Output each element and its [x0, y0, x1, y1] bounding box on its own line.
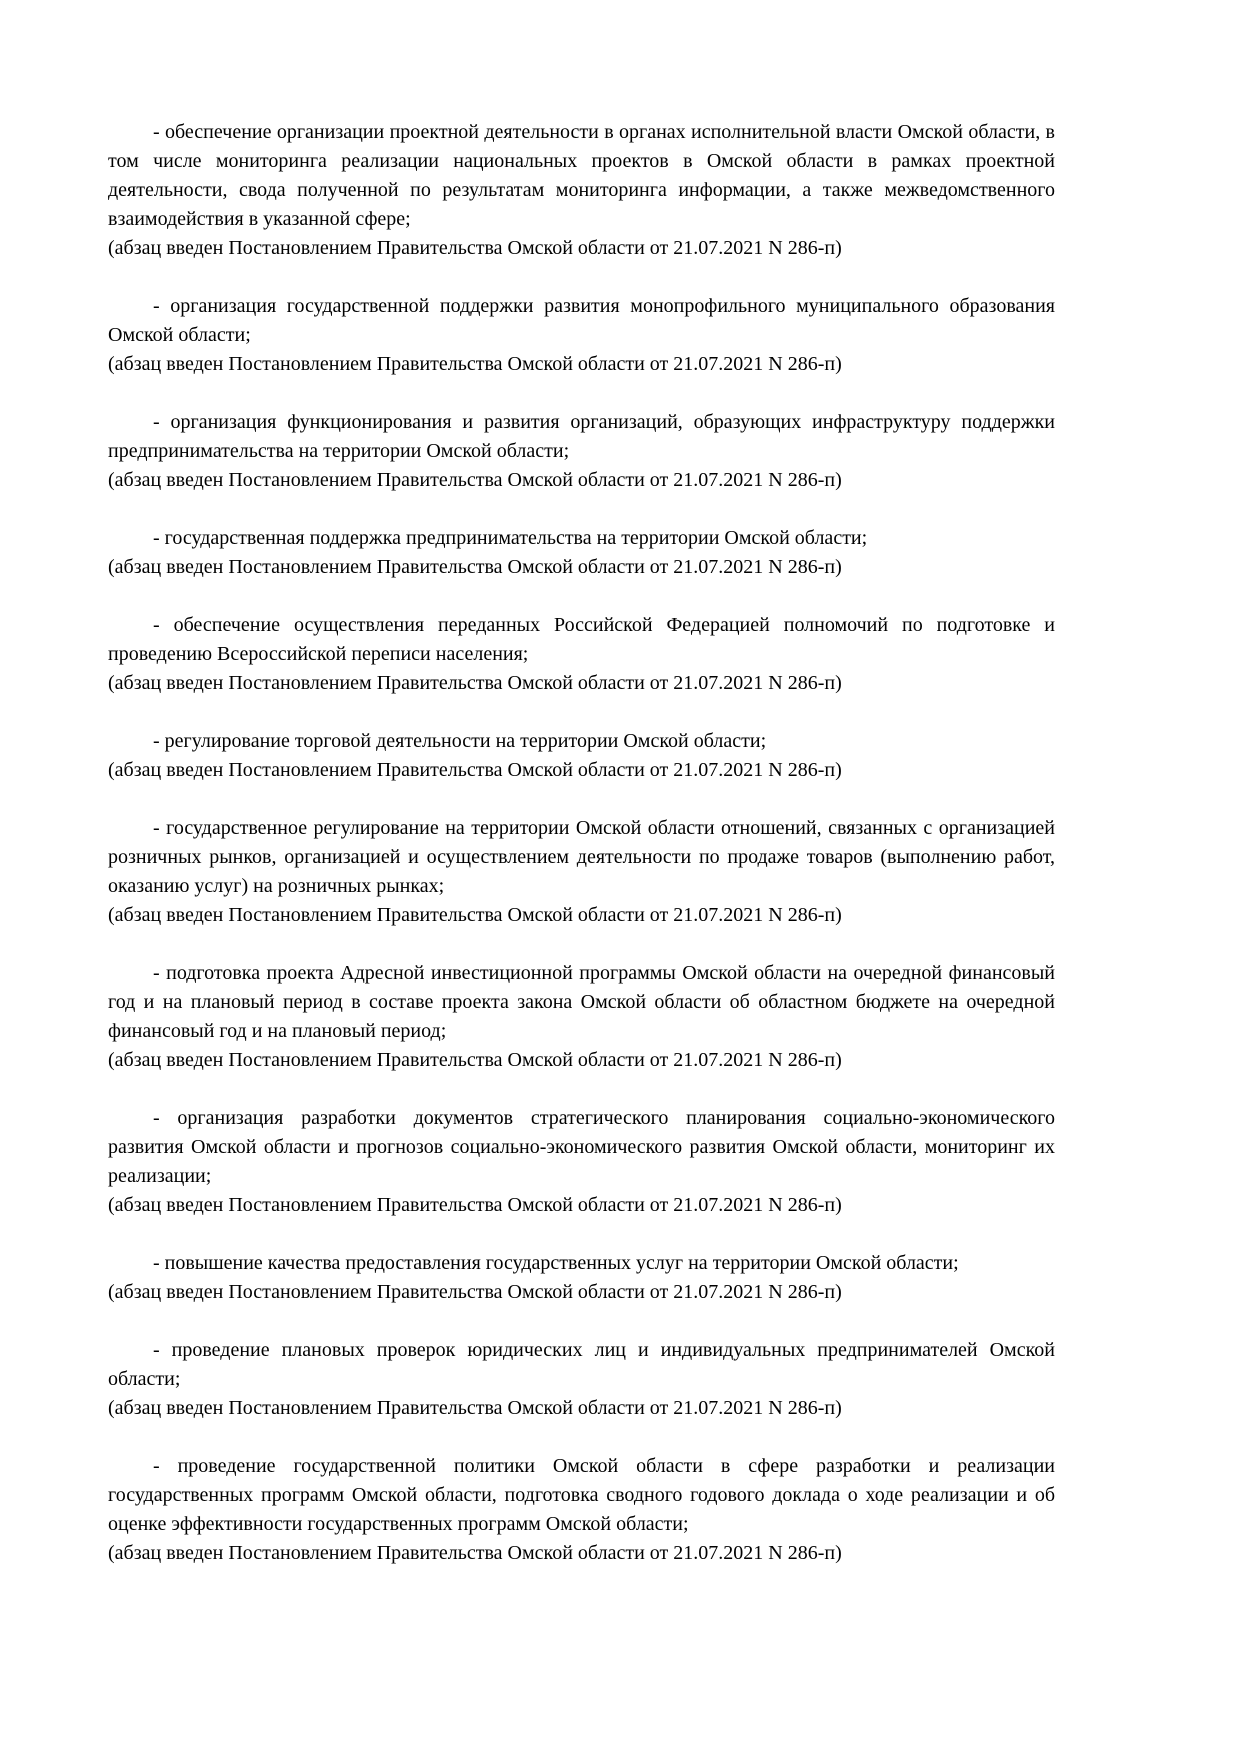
list-item — [108, 408, 1055, 495]
amendment-note: (абзац введен Постановлением Правительства Омской области от 21.07.2021 N 286-п) — [108, 469, 842, 491]
amendment-note: (абзац введен Постановлением Правительства Омской области от 21.07.2021 N 286-п) — [108, 759, 842, 781]
list-item — [108, 292, 1055, 379]
item-text: - обеспечение организации проектной деятельности в органах исполнительной власти Омской области, в том числе мониторинга реализации национальных проектов в Омской области в рамках проектной деятельности, свода полученной по результатам мониторинга информации, а также межведомственного взаимодействия в указанной сфере; — [108, 121, 1055, 230]
amendment-note: (абзац введен Постановлением Правительства Омской области от 21.07.2021 N 286-п) — [108, 672, 842, 694]
item-text: - государственное регулирование на территории Омской области отношений, связанных с организацией розничных рынков, организацией и осуществлением деятельности по продаже товаров (выполнению работ, оказанию услуг) на розничных рынках; — [108, 817, 1055, 897]
item-text: - проведение государственной политики Омской области в сфере разработки и реализации государственных программ Омской области, подготовка сводного годового доклада о ходе реализации и об оценке эффективности государственных программ Омской области; — [108, 1455, 1055, 1535]
item-text: - организация функционирования и развития организаций, образующих инфраструктуру поддержки предпринимательства на территории Омской области; — [108, 411, 1055, 462]
amendment-note: (абзац введен Постановлением Правительства Омской области от 21.07.2021 N 286-п) — [108, 1281, 842, 1303]
amendment-note: (абзац введен Постановлением Правительства Омской области от 21.07.2021 N 286-п) — [108, 556, 842, 578]
list-item — [108, 727, 1055, 785]
list-item — [108, 959, 1055, 1075]
list-item — [108, 118, 1055, 263]
amendment-note: (абзац введен Постановлением Правительства Омской области от 21.07.2021 N 286-п) — [108, 1194, 842, 1216]
list-item — [108, 611, 1055, 698]
item-text: - подготовка проекта Адресной инвестиционной программы Омской области на очередной финансовый год и на плановый период в составе проекта закона Омской области об областном бюджете на очередной финансовый год и на плановый период; — [108, 962, 1055, 1042]
list-item — [108, 1452, 1055, 1568]
item-text: - организация государственной поддержки развития монопрофильного муниципального образования Омской области; — [108, 295, 1055, 346]
amendment-note: (абзац введен Постановлением Правительства Омской области от 21.07.2021 N 286-п) — [108, 1049, 842, 1071]
amendment-note: (абзац введен Постановлением Правительства Омской области от 21.07.2021 N 286-п) — [108, 1542, 842, 1564]
item-text: - государственная поддержка предпринимательства на территории Омской области; — [153, 527, 868, 549]
item-text: - организация разработки документов стратегического планирования социально-экономического развития Омской области и прогнозов социально-экономического развития Омской области, мониторинг их реализации; — [108, 1107, 1055, 1187]
list-item — [108, 1104, 1055, 1220]
amendment-note: (абзац введен Постановлением Правительства Омской области от 21.07.2021 N 286-п) — [108, 353, 842, 375]
list-item — [108, 814, 1055, 930]
list-item — [108, 524, 1055, 582]
amendment-note: (абзац введен Постановлением Правительства Омской области от 21.07.2021 N 286-п) — [108, 1397, 842, 1419]
item-text: - проведение плановых проверок юридических лиц и индивидуальных предпринимателей Омской области; — [108, 1339, 1055, 1390]
item-text: - регулирование торговой деятельности на территории Омской области; — [153, 730, 767, 752]
amendment-note: (абзац введен Постановлением Правительства Омской области от 21.07.2021 N 286-п) — [108, 237, 842, 259]
list-item — [108, 1249, 1055, 1307]
list-item — [108, 1336, 1055, 1423]
item-text: - обеспечение осуществления переданных Российской Федерацией полномочий по подготовке и проведению Всероссийской переписи населения; — [108, 614, 1055, 665]
item-text: - повышение качества предоставления государственных услуг на территории Омской области; — [153, 1252, 959, 1274]
amendment-note: (абзац введен Постановлением Правительства Омской области от 21.07.2021 N 286-п) — [108, 904, 842, 926]
